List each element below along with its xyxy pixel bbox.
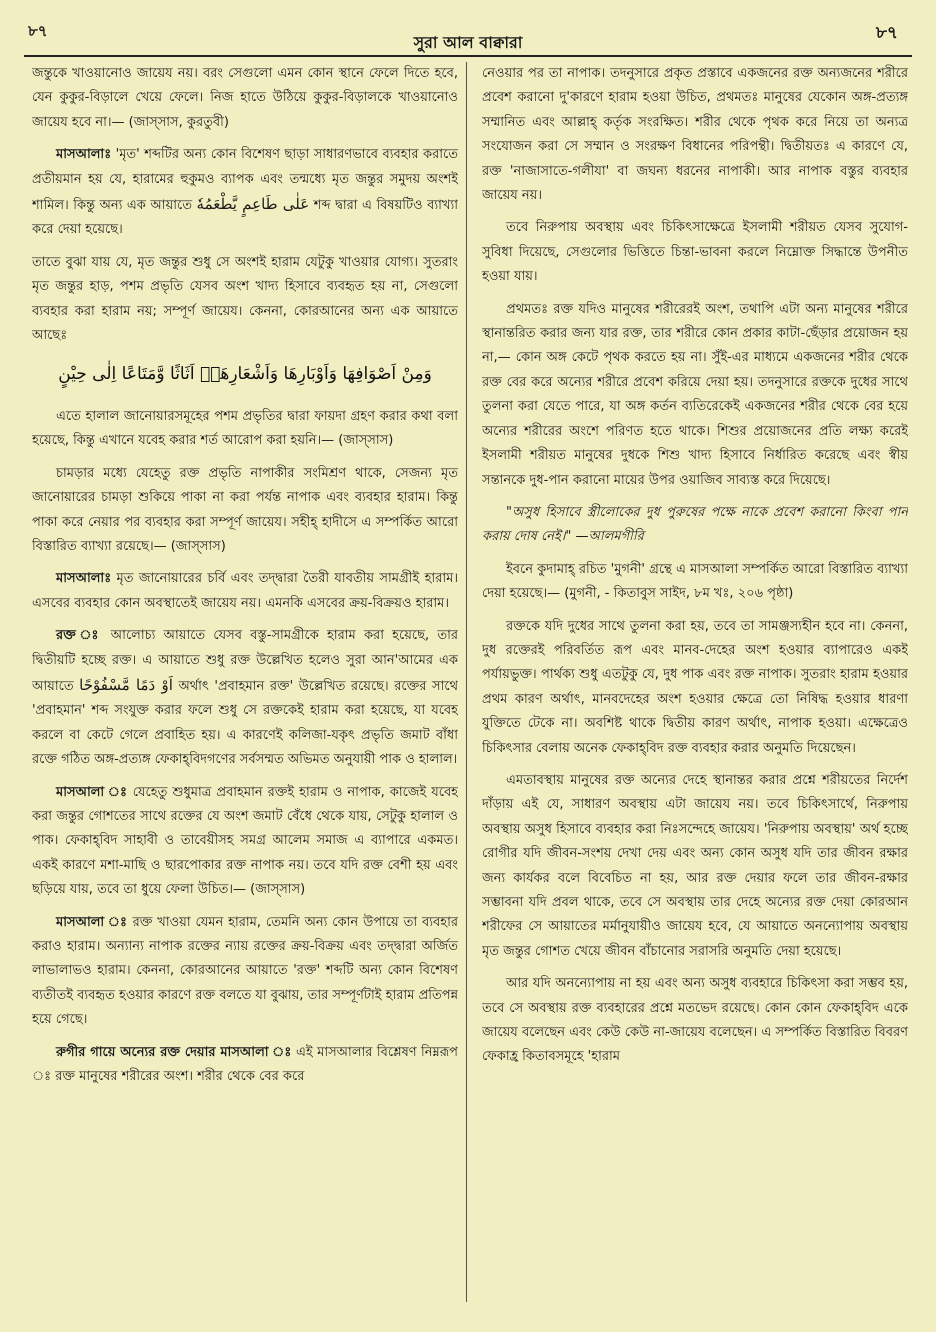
masala-paragraph	[32, 781, 458, 903]
paragraph-text: আলোচ্য আয়াতে যেসব বস্তু-সামগ্রীকে হারাম করা হয়েছে, তার দ্বিতীয়টি হচ্ছে রক্ত। এ আয়াতে শুধু রক্ত উল্লেখিত হলেও সুরা আন'আমের এক আয়াতে	[32, 628, 458, 694]
masala-term: মাসআলাঃ	[56, 147, 112, 163]
page-header	[0, 0, 936, 52]
header-rule	[24, 55, 912, 57]
paragraph: তবে নিরুপায় অবস্থায় এবং চিকিৎসাক্ষেত্রে ইসলামী শরীয়ত যেসব সুযোগ-সুবিধা দিয়েছে, সেগুলোর ভিত্তিতে চিন্তা-ভাবনা করলে নিম্নোক্ত সিদ্ধান্তে উপনীত হওয়া যায়।	[482, 220, 908, 285]
paragraph: তাতে বুঝা যায় যে, মৃত জন্তুর শুধু সে অংশই হারাম যেটুকু খাওয়ার যোগ্য। সুতরাং মৃত জন্তুর হাড়, পশম প্রভৃতি যেসব অংশ খাদ্য হিসাবে ব্যবহৃত হয় না, সেগুলো ব্যবহার করা হারাম নয়; সম্পূর্ণ জায়েয। কেননা, কোরআনের অন্য এক আয়াতে আছেঃ	[32, 254, 458, 344]
paragraph-text: 'মৃত' শব্দটির অন্য কোন বিশেষণ ছাড়া সাধারণভাবে ব্যবহার করাতে প্রতীয়মান হয় যে, হারামের হুকুমও ব্যাপক এবং তন্মধ্যে মৃত জন্তুর সমুদয় অংশই শামিল। কিন্তু অন্য এক আয়াতে	[32, 147, 458, 214]
paragraph: চামড়ার মধ্যে যেহেতু রক্ত প্রভৃতি নাপাকীর সংমিশ্রণ থাকে, সেজন্য মৃত জানোয়ারের চামড়া শুকিয়ে পাকা না করা পর্যন্ত নাপাক এবং ব্যবহার হারাম। কিন্তু পাকা করে নেয়ার পর ব্যবহার করা সম্পূর্ণ জায়েয। সহীহ্ হাদীসে এ সম্পর্কিত আরো বিস্তারিত ব্যাখ্যা রয়েছে।— (জাস্সাস)	[32, 465, 458, 554]
masala-term: মাসআলা ঃ	[56, 784, 128, 800]
blood-term: রক্ত ঃ	[56, 628, 103, 644]
paragraph: এতে হালাল জানোয়ারসমূহের পশম প্রভৃতির দ্বারা ফায়দা গ্রহণ করার কথা বলা হয়েছে, কিন্তু এখানে যবেহ করার শর্ত আরোপ করা হয়নি।— (জাস্সাস)	[32, 408, 458, 449]
paragraph: এমতাবস্থায় মানুষের রক্ত অন্যের দেহে স্থানান্তর করার প্রশ্নে শরীয়তের নির্দেশ দাঁড়ায় এই যে, সাধারণ অবস্থায় এটা জায়েয নয়। তবে চিকিৎসার্থে, নিরুপায় অবস্থায় অসুধ হিসাবে ব্যবহার করা নিঃসন্দেহে জায়েয। 'নিরুপায় অবস্থায়' অর্থ হচ্ছে রোগীর যদি জীবন-সংশয় দেখা দেয় এবং অন্য কোন অসুধ যদি তার জীবন রক্ষার জন্য কার্যকর বলে বিবেচিত না হয়, আর রক্ত দেয়ার ফলে তার জীবন-রক্ষার সম্ভাবনা যদি প্রবল থাকে, তবে সে অবস্থায় তার দেহে অন্যের রক্ত দেয়া কোরআন শরীফের সে আয়াতের মর্মানুযায়ীও জায়েয হবে, যে আয়াতে অনন্যোপায় অবস্থায় মৃত জন্তুর গোশত খেয়ে জীবন বাঁচানোর সরাসরি অনুমতি দেয়া হয়েছে।	[482, 772, 908, 959]
right-column	[482, 62, 908, 1312]
left-column	[32, 62, 458, 1312]
blood-paragraph	[32, 624, 458, 772]
masala-paragraph	[32, 567, 458, 616]
arabic-phrase: عَلٰى طَاعِمٍ يَّطْعَمُهٗ	[196, 195, 310, 214]
quotation: "অসুধ হিসাবে স্ত্রীলোকের দুধ পুরুষের পক্ষে নাকে প্রবেশ করানো কিংবা পান করায় দোষ নেই।" —আলমগীরি	[482, 504, 908, 545]
paragraph: আর যদি অনন্যোপায় না হয় এবং অন্য অসুধ ব্যবহারে চিকিৎসা করা সম্ভব হয়, তবে সে অবস্থায় রক্ত ব্যবহারের প্রশ্নে মতভেদ রয়েছে। কোন কোন ফেকাহ্‌বিদ একে জায়েয বলেছেন এবং কেউ কেউ না-জায়েয বলেছেন। এ সম্পর্কিত বিস্তারিত বিবরণ ফেকাহ্র কিতাবসমূহে 'হারাম	[482, 976, 908, 1065]
page-number-right: ৮৭	[875, 23, 898, 43]
masala-paragraph	[32, 911, 458, 1033]
transfusion-paragraph	[32, 1041, 458, 1090]
paragraph: জন্তুকে খাওয়ানোও জায়েয নয়। বরং সেগুলো এমন কোন স্থানে ফেলে দিতে হবে, যেন কুকুর-বিড়ালে খেয়ে ফেলে। নিজ হাতে উঠিয়ে কুকুর-বিড়ালকে খাওয়ানোও জায়েয হবে না।— (জাস্সাস, কুরতুবী)	[32, 66, 458, 130]
paragraph: প্রথমতঃ রক্ত যদিও মানুষের শরীরেরই অংশ, তথাপি এটা অন্য মানুষের শরীরে স্থানান্তরিত করার জন্য যার রক্ত, তার শরীরে কোন প্রকার কাটা-ছেঁড়ার প্রয়োজন হয় না,— কোন অঙ্গ কেটে পৃথক করতে হয় না। সুঁই-এর মাধ্যমে একজনের শরীর থেকে রক্ত বের করে অন্যের শরীরে প্রবেশ করিয়ে দেয়া হয়। তদনুসারে রক্তকে দুধের সাথে তুলনা করা যেতে পারে, যা অঙ্গ কর্তন ব্যতিরেকেই একজনের শরীর থেকে বের হয়ে অন্যের শরীরের অংশে পরিণত হতে থাকে। শিশুর প্রয়োজনের প্রতি লক্ষ্য করেই ইসলামী শরীয়ত মানুষের দুধকে শিশু খাদ্য হিসাবে নির্ধারিত করেছে এবং স্বীয় সন্তানকে দুধ-পান করানো মায়ের উপর ওয়াজিব সাব্যস্ত করে দিয়েছে।	[482, 301, 908, 488]
paragraph-text: এই মাসআলার বিশ্লেষণ নিম্নরূপ ঃ রক্ত মানুষের শরীরের অংশ। শরীর থেকে বের করে	[32, 1044, 458, 1085]
masala-term: মাসআলা ঃ	[56, 914, 128, 930]
arabic-verse: وَمِنْ اَصْوَافِهَا وَاَوْبَارِهَا وَاَشْعَارِهَاۤ اَثَاثًا وَّمَتَاعًا اِلٰى حِيْنٍ	[58, 364, 432, 385]
surah-title: সুরা আল বাক্বারা	[413, 33, 523, 52]
paragraph-text: অর্থাৎ 'প্রবাহমান রক্ত' উল্লেখিত রয়েছে। রক্তের সাথে 'প্রবাহমান' শব্দ সংযুক্ত করার ফলে শুধু সে রক্তকেই হারাম করা হয়েছে, যা যবেহ করলে বা কেটে গেলে প্রবাহিত হয়। এ কারণেই কলিজা-যকৃৎ প্রভৃতি জমাট বাঁধা রক্তে গঠিত অঙ্গ-প্রত্যঙ্গ ফেকাহ্‌বিদগণের সর্বসম্মত অভিমত অনুযায়ী পাক ও হালাল।	[32, 678, 458, 768]
transfusion-term: রুগীর গায়ে অন্যের রক্ত দেয়ার মাসআলা ঃ	[56, 1044, 292, 1060]
masala-paragraph	[32, 143, 458, 243]
paragraph-text: রক্ত খাওয়া যেমন হারাম, তেমনি অন্য কোন উপায়ে তা ব্যবহার করাও হারাম। অন্যান্য নাপাক রক্তের ন্যায় রক্তের ক্রয়-বিক্রয় এবং তদ্দ্বারা অর্জিত লাভালাভও হারাম। কেননা, কোরআনের আয়াতে 'রক্ত' শব্দটি অন্য কোন বিশেষণ ব্যতীতই ব্যবহৃত হওয়ার কারণে রক্ত বলতে যা বুঝায়, তার সম্পূর্ণটাই হারাম প্রতিপন্ন হয়ে গেছে।	[32, 914, 458, 1028]
paragraph-text: মৃত জানোয়ারের চর্বি এবং তদ্দ্বারা তৈরী যাবতীয় সামগ্রীই হারাম। এসবের ব্যবহার কোন অবস্থাতেই জায়েয নয়। এমনকি এসবের ক্রয়-বিক্রয়ও হারাম।	[32, 571, 458, 611]
masala-term: মাসআলাঃ	[56, 571, 112, 587]
paragraph: রক্তকে যদি দুধের সাথে তুলনা করা হয়, তবে তা সামঞ্জস্যহীন হবে না। কেননা, দুধ রক্তেরই পরিবর্তিত রূপ এবং মানব-দেহের অংশ হওয়ার ব্যাপারেও একই পর্যায়ভুক্ত। পার্থক্য শুধু এতটুকু যে, দুধ পাক এবং রক্ত নাপাক। সুতরাং হারাম হওয়ার প্রথম কারণ অর্থাৎ, মানবদেহের অংশ হওয়ার ক্ষেত্রে তো নিষিদ্ধ হওয়ার ধারণা যুক্তিতে টেকে না। অবশিষ্ট থাকে দ্বিতীয় কারণ অর্থাৎ, নাপাক হওয়া। এক্ষেত্রেও চিকিৎসার বেলায় অনেক ফেকাহ্‌বিদ রক্ত ব্যবহার করার অনুমতি দিয়েছেন।	[482, 618, 908, 756]
column-divider	[466, 62, 467, 1302]
page-number-left: ৮৭	[28, 22, 48, 40]
paragraph-text: শব্দ দ্বারা এ বিষয়টিও ব্যাখ্যা করে দেয়া হয়েছে।	[32, 198, 458, 238]
paragraph: ইবনে কুদামাহ্ রচিত 'মুগনী' গ্রন্থে এ মাসআলা সম্পর্কিত আরো বিস্তারিত ব্যাখ্যা দেয়া হয়েছে।— (মুগনী, - কিতাবুস সাইদ, ৮ম খঃ, ২০৬ পৃষ্ঠা)	[482, 561, 908, 602]
paragraph-text: যেহেতু শুধুমাত্র প্রবাহমান রক্তই হারাম ও নাপাক, কাজেই যবেহ করা জন্তুর গোশতের সাথে রক্তের যে অংশ জমাট বেঁধে থেকে যায়, সেটুকু হালাল ও পাক। ফেকাহ্‌বিদ সাহাবী ও তাবেয়ীসহ সমগ্র আলেম সমাজ এ ব্যাপারে একমত। একই কারণে মশা-মাছি ও ছারপোকার রক্ত নাপাক নয়। তবে যদি রক্ত বেশী হয় এবং ছড়িয়ে যায়, তবে তা ধুয়ে ফেলা উচিত।— (জাস্সাস)	[32, 784, 458, 898]
arabic-phrase: اَوْ دَمًا مَّسْفُوْحًا	[79, 675, 173, 694]
paragraph: নেওয়ার পর তা নাপাক। তদনুসারে প্রকৃত প্রস্তাবে একজনের রক্ত অন্যজনের শরীরে প্রবেশ করানো দু'কারণে হারাম হওয়া উচিত, প্রথমতঃ মানুষের যেকোন অঙ্গ-প্রত্যঙ্গ সম্মানিত এবং আল্লাহ্ কর্তৃক সংরক্ষিত। শরীর থেকে পৃথক করে নিয়ে তা অন্যত্র সংযোজন করা সে সম্মান ও সংরক্ষণ বিধানের পরিপন্থী। দ্বিতীয়তঃ এ কারণে যে, রক্ত 'নাজাসাতে-গলীযা' বা জঘন্য ধরনের নাপাকী। আর নাপাক বস্তুর ব্যবহার জায়েয নয়।	[482, 66, 908, 204]
